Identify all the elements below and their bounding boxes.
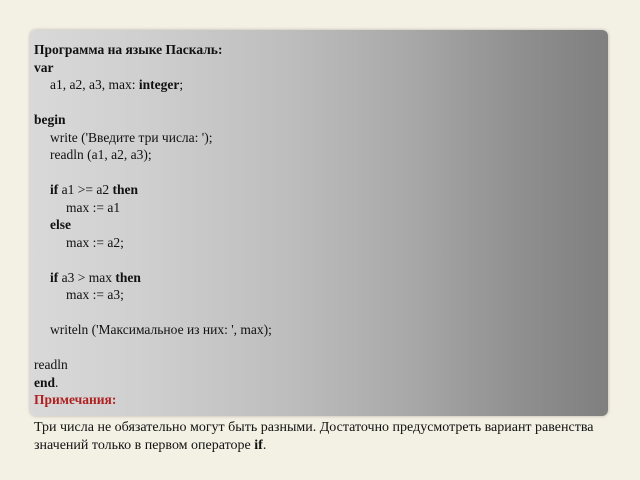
keyword-integer: integer xyxy=(138,77,180,92)
program-listing xyxy=(34,41,624,409)
readln-final: readln xyxy=(34,357,68,372)
keyword-begin: begin xyxy=(34,112,66,127)
blank-line xyxy=(34,251,624,269)
keyword-end: end xyxy=(34,374,56,390)
writeln-statement: writeln ('Максимальное из них: ', max); xyxy=(50,322,272,337)
keyword-if: if xyxy=(50,269,59,285)
blank-line xyxy=(34,94,624,112)
if-statement-2 xyxy=(34,269,624,287)
keyword-if: if xyxy=(50,182,59,197)
notes-text xyxy=(34,419,594,455)
condition-1: a1 >= a2 xyxy=(58,182,113,197)
notes-heading: Примечания: xyxy=(34,392,117,407)
if-statement-1 xyxy=(34,181,624,199)
program-title: Программа на языке Паскаль: xyxy=(34,42,223,57)
variable-declaration xyxy=(34,76,624,94)
keyword-var: var xyxy=(34,59,54,75)
blank-line xyxy=(34,304,624,322)
notes-body: Три числа не обязательно могут быть разными. Достаточно предусмотреть вариант равенства значений только в первом операторе xyxy=(34,420,594,453)
end-dot: . xyxy=(55,374,59,390)
readln-statement: readln (a1, a2, a3); xyxy=(50,147,152,162)
keyword-then: then xyxy=(115,269,141,285)
notes-end: . xyxy=(262,438,267,453)
assign-statement-1: max := a1 xyxy=(66,199,121,215)
blank-line xyxy=(34,339,624,357)
write-statement: write ('Введите три числа: '); xyxy=(50,129,213,145)
keyword-then: then xyxy=(112,182,138,197)
notes-keyword-if: if xyxy=(254,438,263,453)
assign-statement-3: max := a3; xyxy=(66,287,124,302)
keyword-else: else xyxy=(50,217,71,232)
assign-statement-2: max := a2; xyxy=(66,234,124,250)
condition-2: a3 > max xyxy=(58,269,116,285)
end-statement xyxy=(34,374,624,392)
declaration-end: ; xyxy=(179,77,184,92)
blank-line xyxy=(34,164,624,182)
declaration-vars: a1, a2, a3, max: xyxy=(50,77,139,92)
